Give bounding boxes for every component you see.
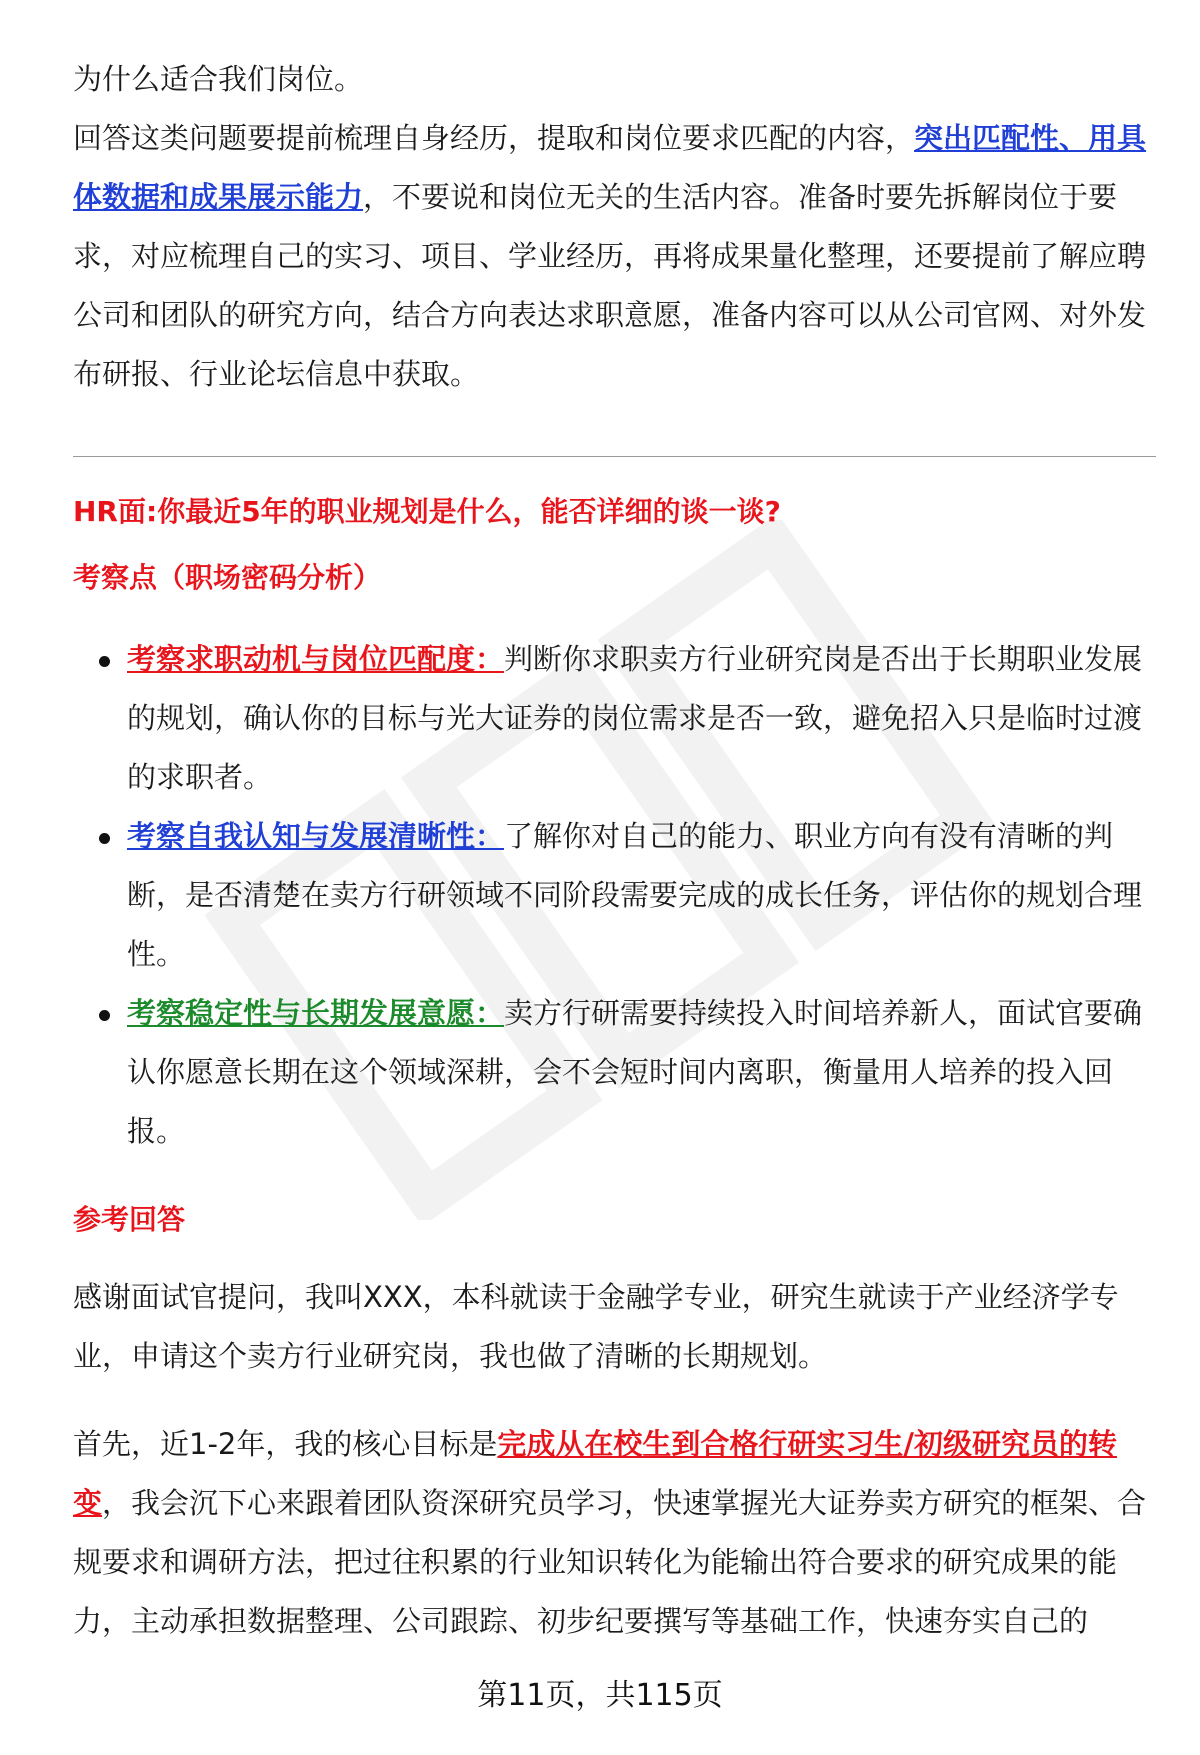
page-number: 第11页，共115页 xyxy=(477,1678,723,1713)
exam-point-heading: 考察点（职场密码分析） xyxy=(73,561,382,594)
intro-answer xyxy=(73,109,1153,404)
reference-p2-highlight: 完成从在校生到合格行研实习生/初级研究员的转变 xyxy=(73,1427,1117,1520)
exam-point-text: 卖方行研需要持续投入时间培养新人，面试官要确认你愿意长期在这个领域深耕，会不会短时间内离职，衡量用人培养的投入回报。 xyxy=(127,996,1143,1148)
intro-line: 为什么适合我们岗位。 xyxy=(73,62,364,96)
bullet-icon xyxy=(99,1010,110,1021)
list-item xyxy=(73,984,1156,1161)
intro-answer-pre: 回答这类问题要提前梳理自身经历，提取和岗位要求匹配的内容， xyxy=(73,121,915,155)
bullet-icon xyxy=(99,656,110,667)
exam-point-label: 考察自我认知与发展清晰性： xyxy=(127,819,505,853)
reference-p2-post: ，我会沉下心来跟着团队资深研究员学习，快速掌握光大证券卖方研究的框架、合规要求和调研方法，把过往积累的行业知识转化为能输出符合要求的研究成果的能力，主动承担数据整理、公司跟踪、初步纪要撰写等基础工作，快速夯实自己的 xyxy=(73,1486,1147,1638)
question-heading: HR面:你最近5年的职业规划是什么，能否详细的谈一谈? xyxy=(73,495,781,528)
intro-answer-post: ，不要说和岗位无关的生活内容。准备时要先拆解岗位于要求，对应梳理自己的实习、项目、学业经历，再将成果量化整理，还要提前了解应聘公司和团队的研究方向，结合方向表达求职意愿，准备内容可以从公司官网、对外发布研报、行业论坛信息中获取。 xyxy=(73,180,1147,391)
list-item xyxy=(73,807,1156,984)
exam-point-text: 判断你求职卖方行业研究岗是否出于长期职业发展的规划，确认你的目标与光大证券的岗位需求是否一致，避免招入只是临时过渡的求职者。 xyxy=(127,642,1143,794)
bullet-icon xyxy=(99,833,110,844)
intro-section xyxy=(73,50,1153,404)
intro-answer-highlight: 突出匹配性、用具体数据和成果展示能力 xyxy=(73,121,1147,214)
section-divider xyxy=(73,456,1156,457)
reference-p2-pre: 首先，近1-2年，我的核心目标是 xyxy=(73,1427,498,1461)
exam-point-list xyxy=(73,630,1156,1161)
exam-point-label: 考察稳定性与长期发展意愿： xyxy=(127,996,505,1030)
exam-point-text: 了解你对自己的能力、职业方向有没有清晰的判断，是否清楚在卖方行研领域不同阶段需要完成的成长任务，评估你的规划合理性。 xyxy=(127,819,1143,971)
reference-paragraph-1: 感谢面试官提问，我叫XXX，本科就读于金融学专业，研究生就读于产业经济学专业，申请这个卖方行业研究岗，我也做了清晰的长期规划。 xyxy=(73,1280,1119,1373)
reference-paragraph-2 xyxy=(73,1415,1156,1651)
exam-point-label: 考察求职动机与岗位匹配度： xyxy=(127,642,505,676)
list-item xyxy=(73,630,1156,807)
reference-heading: 参考回答 xyxy=(73,1203,186,1236)
